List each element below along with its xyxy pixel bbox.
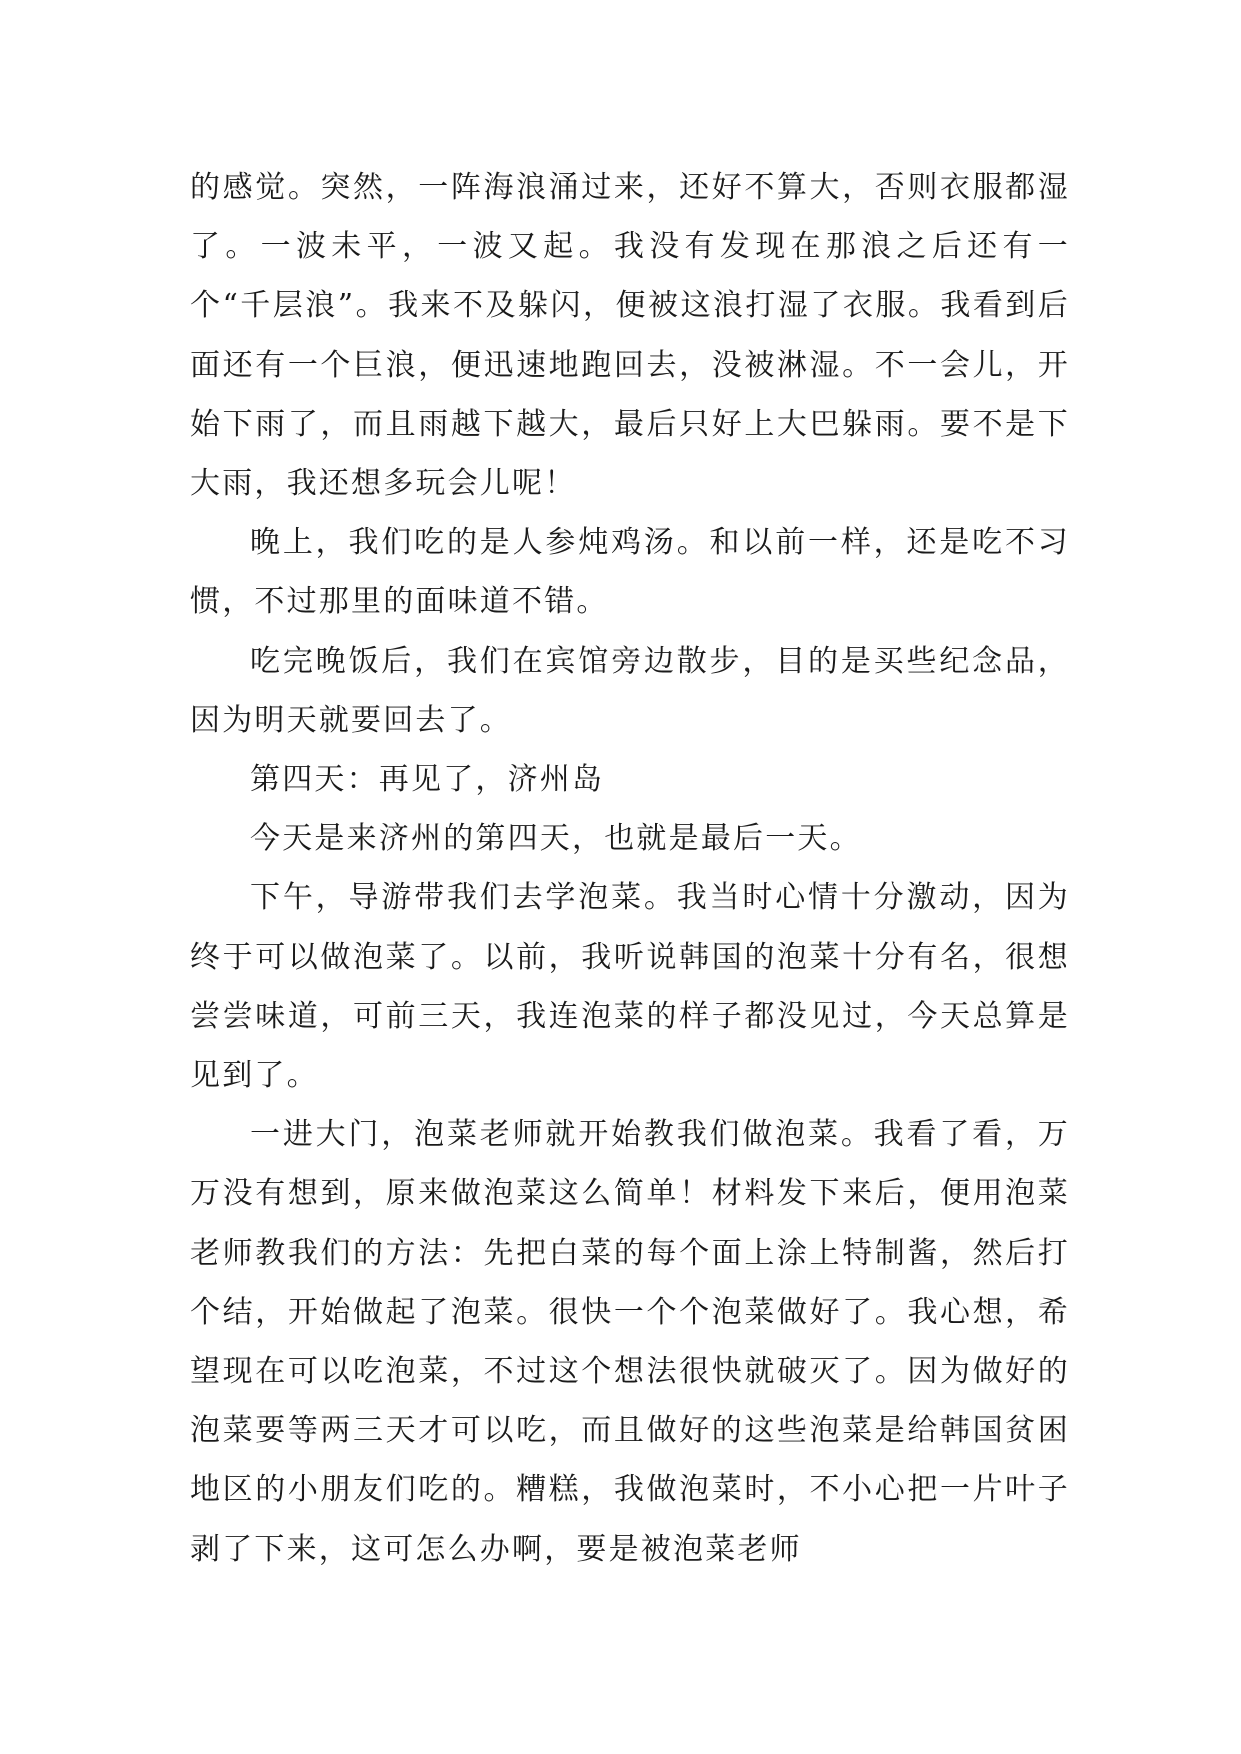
paragraph-walk: 吃完晚饭后，我们在宾馆旁边散步，目的是买些纪念品，因为明天就要回去了。 bbox=[190, 643, 1070, 738]
paragraph-kimchi-class: 下午，导游带我们去学泡菜。我当时心情十分激动，因为终于可以做泡菜了。以前，我听说韩国的泡菜十分有名，很想尝尝味道，可前三天，我连泡菜的样子都没见过，今天总算是见到了。 bbox=[190, 880, 1070, 1094]
paragraph-making-kimchi: 一进大门，泡菜老师就开始教我们做泡菜。我看了看，万万没有想到，原来做泡菜这么简单！材料发下来后，便用泡菜老师教我们的方法：先把白菜的每个面上涂上特制酱，然后打个结，开始做起了泡菜。很快一个个泡菜做好了。我心想，希望现在可以吃泡菜，不过这个想法很快就破灭了。因为做好的泡菜要等两三天才可以吃，而且做好的这些泡菜是给韩国贫困地区的小朋友们吃的。糟糕，我做泡菜时，不小心把一片叶子剥了下来，这可怎么办啊，要是被泡菜老师 bbox=[190, 1117, 1070, 1567]
document-body bbox=[190, 158, 1070, 1579]
paragraph-dinner: 晚上，我们吃的是人参炖鸡汤。和以前一样，还是吃不习惯，不过那里的面味道不错。 bbox=[190, 525, 1070, 620]
paragraph-last-day: 今天是来济州的第四天，也就是最后一天。 bbox=[250, 821, 862, 857]
paragraph-beach: 的感觉。突然，一阵海浪涌过来，还好不算大，否则衣服都湿了。一波未平，一波又起。我没有发现在那浪之后还有一个“千层浪”。我来不及躲闪，便被这浪打湿了衣服。我看到后面还有一个巨浪，便迅速地跑回去，没被淋湿。不一会儿，开始下雨了，而且雨越下越大，最后只好上大巴躲雨。要不是下大雨，我还想多玩会儿呢！ bbox=[190, 170, 1070, 502]
section-heading-day-four: 第四天：再见了，济州岛 bbox=[250, 762, 605, 798]
